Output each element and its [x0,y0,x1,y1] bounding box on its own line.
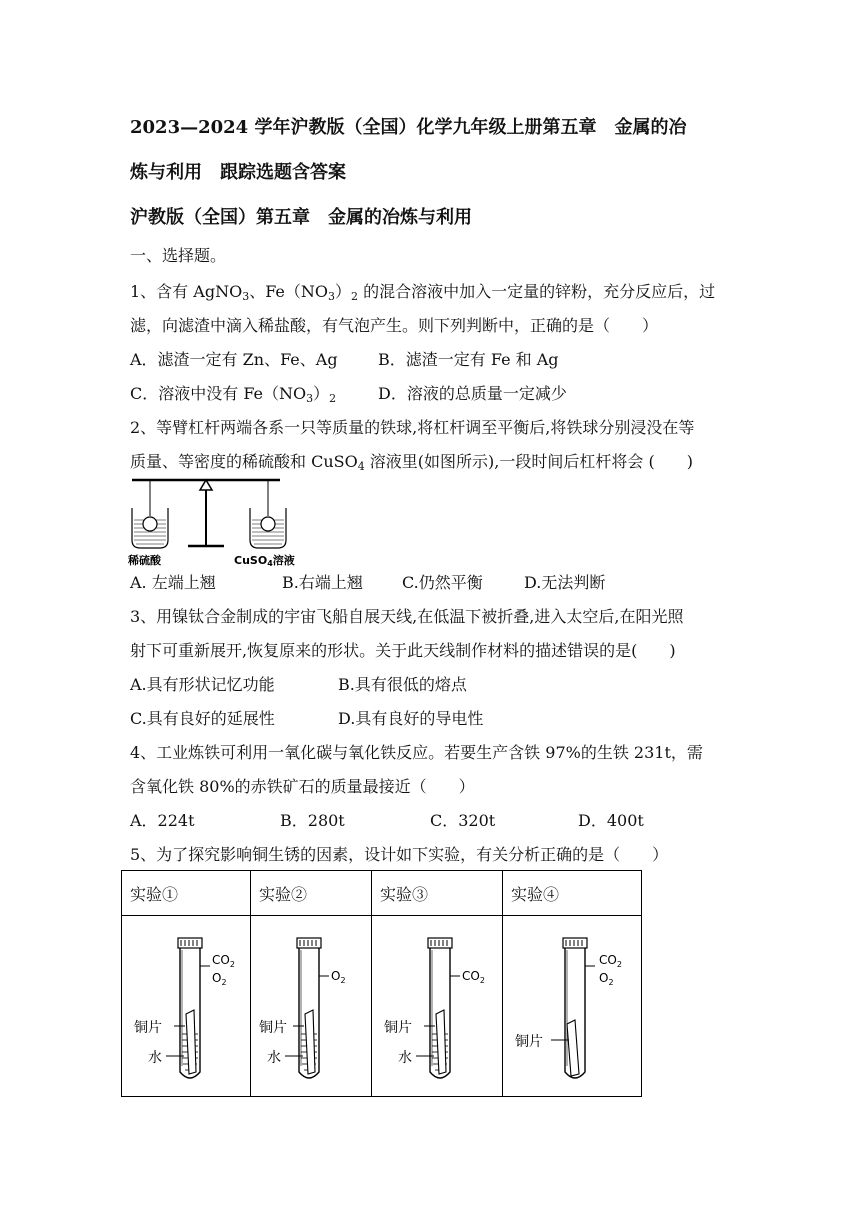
q1-option-b: B．滤渣一定有 Fe 和 Ag [378,350,559,369]
q5-line-1: 5、为了探究影响铜生锈的因素，设计如下实验，有关分析正确的是（ ） [130,845,669,864]
t1-copper-label: 铜片 [134,1020,162,1036]
q2-options [130,573,605,593]
q1-option-a: A．滤渣一定有 Zn、Fe、Ag [130,350,338,369]
t3-copper-label: 铜片 [384,1020,412,1036]
q2-option-b: B.右端上翘 [282,573,363,592]
experiment-header-1: 实验① [122,871,251,916]
experiment-table-figure-row [122,916,642,1097]
q2-option-a: A. 左端上翘 [130,573,216,592]
q2-option-c: C.仍然平衡 [402,573,483,592]
test-tube-1 [122,916,250,1096]
test-tube-4 [503,916,633,1096]
experiment-3-figure [372,916,503,1097]
q1-option-d: D．溶液的总质量一定减少 [378,384,567,403]
experiment-2-figure [251,916,372,1097]
test-tube-2 [251,916,363,1096]
experiment-header-4: 实验④ [503,871,642,916]
t3-co2-label: $CO_2$ [462,969,485,985]
t1-o2-label: $O_2$ [212,971,227,987]
q3-option-a: A.具有形状记忆功能 [130,675,275,694]
experiment-table-header-row [122,871,642,916]
experiment-4-figure [503,916,642,1097]
t2-copper-label: 铜片 [259,1020,287,1036]
t4-co2-label: $CO_2$ [599,953,622,969]
lever-right-label: CuSO4溶液 [234,554,295,568]
t2-o2-label: $O_2$ [331,969,346,985]
q4-option-c: C．320t [430,811,496,830]
q4-options [130,811,644,831]
experiment-header-2: 实验② [251,871,372,916]
q3-options-row-2 [130,709,483,729]
q1-line-1: 1、含有 AgNO$_3$、$Fe(NO_3)_2$ 的混合溶液中加入一定量的锌粉，充分反应后，过 [130,282,716,303]
q4-option-b: B．280t [280,811,345,830]
lever-diagram [128,476,308,568]
t4-copper-label: 铜片 [515,1034,543,1050]
q4-line-1: 4、工业炼铁可利用一氧化碳与氧化铁反应。若要生产含铁 97%的生铁 231t，需 [130,743,703,762]
q3-options-row-1 [130,675,467,695]
subtitle: 沪教版（全国）第五章 金属的冶炼与利用 [130,207,472,228]
q1-line-2: 滤，向滤渣中滴入稀盐酸，有气泡产生。则下列判断中，正确的是（ ） [130,316,659,335]
lever-left-label: 稀硫酸 [128,554,161,567]
experiment-1-figure [122,916,251,1097]
q4-option-a: A．224t [130,811,195,830]
q1-options-row-2 [130,384,567,409]
q3-line-1: 3、用镍钛合金制成的宇宙飞船自展天线,在低温下被折叠,进入太空后,在阳光照 [130,607,684,626]
title-line-1: 2023—2024 学年沪教版（全国）化学九年级上册第五章 金属的冶 [130,117,687,138]
q3-option-c: C.具有良好的延展性 [130,709,275,728]
experiment-table [121,870,642,1097]
lever-figure [128,476,308,572]
q1-option-c: C．溶液中没有 $Fe(NO_3)_2$ [130,384,337,405]
experiment-header-3: 实验③ [372,871,503,916]
q3-option-b: B.具有很低的熔点 [338,675,467,694]
t2-water-label: 水 [267,1050,281,1066]
q2-option-d: D.无法判断 [524,573,606,592]
t1-water-label: 水 [148,1050,162,1066]
title-line-2: 炼与利用 跟踪选题含答案 [130,162,346,183]
q2-line-2: 质量、等密度的稀硫酸和 CuSO$_4$ 溶液里(如图所示),一段时间后杠杆将会 ( ) [130,452,693,473]
q3-line-2: 射下可重新展开,恢复原来的形状。关于此天线制作材料的描述错误的是( ) [130,641,676,660]
section-heading: 一、选择题。 [130,246,227,265]
q4-option-d: D．400t [578,811,644,830]
q4-line-2: 含氧化铁 80%的赤铁矿石的质量最接近（ ） [130,777,475,796]
t3-water-label: 水 [398,1050,412,1066]
q3-option-d: D.具有良好的导电性 [338,709,484,728]
q2-line-1: 2、等臂杠杆两端各系一只等质量的铁球,将杠杆调至平衡后,将铁球分别浸没在等 [130,418,695,437]
test-tube-3 [372,916,494,1096]
q1-options-row-1 [130,350,559,370]
t1-co2-label: $CO_2$ [212,953,235,969]
t4-o2-label: $O_2$ [599,971,614,987]
